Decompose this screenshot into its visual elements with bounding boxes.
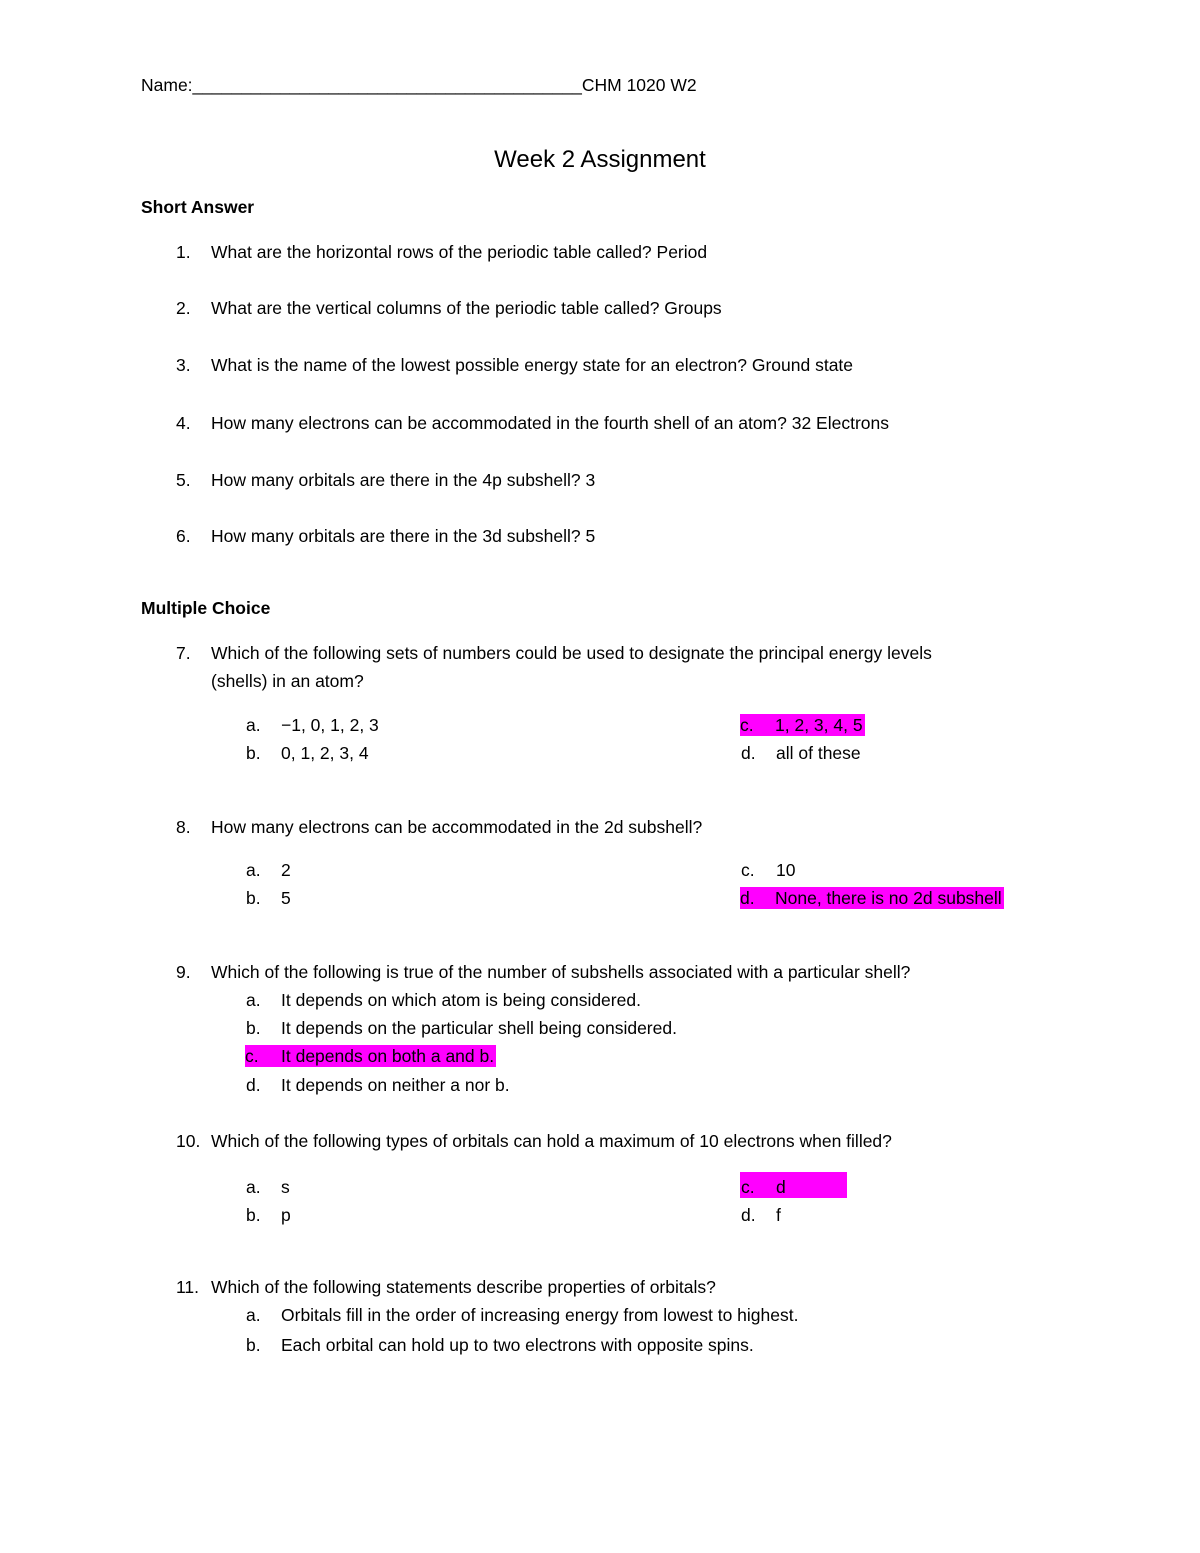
option-letter: b. [246, 1205, 261, 1225]
option-text: None, there is no 2d subshell [775, 888, 1002, 908]
question-text: How many electrons can be accommodated in the 2d subshell? [211, 817, 703, 837]
page-title: Week 2 Assignment [494, 146, 706, 173]
question-text: How many orbitals are there in the 3d subshell? 5 [211, 526, 596, 546]
option-text: s [281, 1177, 290, 1197]
option-letter: b. [246, 743, 261, 763]
option-letter: a. [246, 860, 261, 880]
question-text: Which of the following statements describe properties of orbitals? [211, 1277, 716, 1297]
option-letter: d. [741, 1205, 756, 1225]
option-text: 1, 2, 3, 4, 5 [775, 715, 863, 735]
option-text: Each orbital can hold up to two electrons with opposite spins. [281, 1335, 754, 1355]
option-letter: a. [246, 990, 261, 1010]
question-number: 11. [176, 1277, 200, 1297]
question-text: What are the horizontal rows of the periodic table called? Period [211, 242, 708, 262]
question-number: 10. [176, 1131, 201, 1151]
option-letter: c. [245, 1046, 259, 1066]
question-number: 2. [176, 298, 191, 318]
question-number: 1. [176, 242, 191, 262]
answer-highlight [740, 887, 1004, 909]
option-text: 0, 1, 2, 3, 4 [281, 743, 369, 763]
option-text: It depends on neither a nor b. [281, 1075, 510, 1095]
question-text: What are the vertical columns of the periodic table called? Groups [211, 298, 722, 318]
option-letter: d. [246, 1075, 261, 1095]
option-text: It depends on the particular shell being considered. [281, 1018, 677, 1038]
course-code: CHM 1020 W2 [581, 75, 697, 95]
short-answer-heading: Short Answer [141, 197, 255, 217]
question-text: How many orbitals are there in the 4p subshell? 3 [211, 470, 596, 490]
option-letter: b. [246, 1335, 261, 1355]
option-letter: d. [740, 888, 755, 908]
answer-highlight [740, 714, 865, 736]
option-text: f [776, 1205, 781, 1225]
option-letter: b. [246, 888, 261, 908]
option-letter: c. [741, 860, 755, 880]
option-letter: d. [741, 743, 756, 763]
option-text: 2 [281, 860, 291, 880]
option-text: 5 [281, 888, 291, 908]
option-letter: b. [246, 1018, 261, 1038]
question-text: Which of the following sets of numbers could be used to designate the principal energy levels [211, 643, 932, 663]
option-text: Orbitals fill in the order of increasing energy from lowest to highest. [281, 1305, 799, 1325]
question-text: Which of the following is true of the number of subshells associated with a particular shell? [211, 962, 911, 982]
question-number: 9. [176, 962, 191, 982]
question-text: What is the name of the lowest possible energy state for an electron? Ground state [211, 355, 854, 375]
answer-highlight [245, 1045, 496, 1067]
question-number: 3. [176, 355, 191, 375]
option-text: d [776, 1177, 786, 1197]
option-text: all of these [776, 743, 861, 763]
question-number: 7. [176, 643, 191, 663]
option-text: −1, 0, 1, 2, 3 [281, 715, 379, 735]
multiple-choice-heading: Multiple Choice [141, 598, 271, 618]
option-letter: c. [740, 715, 754, 735]
option-letter: a. [246, 715, 261, 735]
question-number: 5. [176, 470, 191, 490]
question-number: 6. [176, 526, 191, 546]
name-label: Name: [141, 75, 193, 95]
option-text: 10 [776, 860, 796, 880]
name-line [141, 74, 697, 96]
question-text-continued: (shells) in an atom? [211, 671, 364, 691]
option-text: It depends on both a and b. [281, 1046, 495, 1066]
option-text: p [281, 1205, 291, 1225]
option-letter: a. [246, 1177, 261, 1197]
option-text: It depends on which atom is being considered. [281, 990, 641, 1010]
option-letter: c. [741, 1177, 755, 1197]
answer-highlight [740, 1172, 847, 1198]
question-text: How many electrons can be accommodated in the fourth shell of an atom? 32 Electrons [211, 413, 890, 433]
question-number: 4. [176, 413, 191, 433]
question-text: Which of the following types of orbitals can hold a maximum of 10 electrons when filled? [211, 1131, 892, 1151]
option-letter: a. [246, 1305, 261, 1325]
question-number: 8. [176, 817, 191, 837]
name-blank: ________________________________________ [192, 75, 582, 95]
